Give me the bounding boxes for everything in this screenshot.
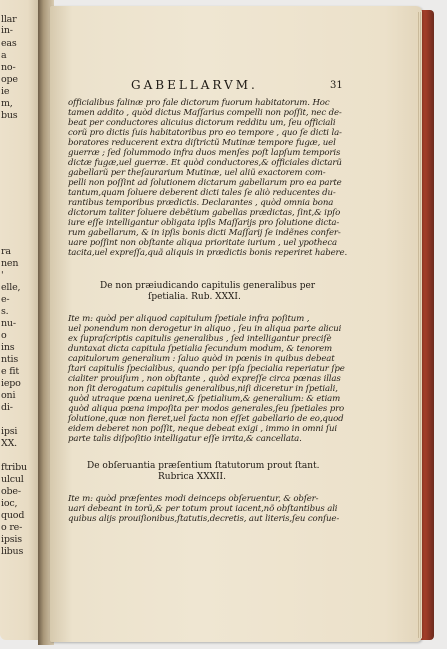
left-page-fragment: ipsis [1,534,22,545]
text-line: uari debeant in torũ,& per totum prout iacent,nõ obſtantibus ali [68,504,338,514]
running-head: GABELLARVM. [131,78,258,92]
text-line: parte talis diſpoſitio intelligatur eſſe irrita,& cancellata. [68,434,302,444]
left-page-fragment: o re- [1,522,23,533]
left-page-fragment: nen [1,258,19,269]
left-page-fragment: ioc, [1,498,18,509]
left-page-fragment: elle, [1,282,21,293]
left-page-fragment: iepo [1,378,21,389]
text-line: capitulorum generalium : ſaluo quòd in pœnis in quibus debeat [68,354,335,364]
page-edge-red [420,10,434,640]
rubric-heading: ſpetialia. Rub. XXXI. [148,292,241,302]
rubric-heading: De non præiudicando capitulis generalibus per [100,281,316,291]
left-page-fragment: no- [1,62,16,73]
folio-number: 31 [330,80,343,91]
left-page-fragment: di- [1,402,13,413]
text-line: uel ponendum non derogetur in aliquo , ſeu in aliqua parte alicui [68,324,342,334]
text-line: rantibus temporibus prædictis. Declarantes , quòd omnia bona [68,198,334,208]
left-page-fragment: oni [1,390,16,401]
text-line: cialiter prouiſum , non obſtante , quòd expreſſe circa pœnas illas [68,374,341,384]
text-line: rum gabellarum, & in ipſis bonis dicti Maſſarij ſe indẽnes confer- [68,228,341,238]
left-page-fragment: quod [1,510,25,521]
text-line: non ſit derogatum capitulis generalibus,niſi diceretur in ſpetiali, [68,384,338,394]
text-line: tantum,quam ſoluere deberent dicti tales ſe aliò reducentes du- [68,188,336,198]
text-line: Ite m: quòd per aliquod capitulum ſpetiale infra poſitum , [68,314,310,324]
left-page-fragment: e- [1,294,10,305]
text-line: officialibus falinæ pro fale dictorum fuorum habitatorum. Hoc [68,98,330,108]
text-line: eidem deberet non poſſit, neque debeat exigi , immo in omni ſui [68,424,337,434]
left-page-fragment: ope [1,74,18,85]
left-page-fragment: e fit [1,366,20,377]
left-page-fragment: ie [1,86,10,97]
left-page-fragment: nu- [1,318,16,329]
page-edge-paper [417,12,422,638]
text-line: dictæ fugæ,uel guerræ. Et quòd conductores,& officiales dictarũ [68,158,342,168]
text-line: duntaxat dicta capitula ſpetialia ſecundum modum, & tenorem [68,344,333,354]
text-line: corũ pro dictis ſuis habitatoribus pro eo tempore , quo ſe dicti la- [68,128,342,138]
left-page-fragment: ftribu [1,462,27,473]
text-line: quòd aliqua pœna impoſita per modos generales,ſeu ſpetiales pro [68,404,345,414]
left-page-fragment: ulcul [1,474,24,485]
text-line: pelli non poſſint ad ſolutionem dictarum gabellarum pro ea parte [68,178,342,188]
rubric-heading: De obſeruantia præſentium ſtatutorum prout ſtant. [87,461,320,471]
left-page-fragment: libus [1,546,24,557]
text-line: quibus alijs prouiſionibus,ſtatutis,decretis, aut literis,ſeu conſue- [68,514,340,524]
left-page-fragment: bus [1,110,18,121]
left-page-fragment: ipsi [1,426,18,437]
text-line: iure eſſe intelligantur obligata ipſis Maſſarijs pro ſolutione dicta- [68,218,340,228]
left-page-edge [0,0,40,640]
text-line: guerræ ; ſed ſolummodo infra duos menſes poſt lapſum temporis [68,148,341,158]
text-line: Ite m: quòd præſentes modi deinceps obſeruentur, & obſer- [68,494,319,504]
rubric-heading: Rubrica XXXII. [158,472,226,482]
text-line: dictorum taliter ſoluere debẽtium gabellas prædictas, ſint,& ipſo [68,208,341,218]
left-page-fragment: ins [1,342,15,353]
left-page-fragment: ' [1,270,4,281]
left-page-fragment: in- [1,25,13,36]
left-page-fragment: ra [1,246,11,257]
text-line: uare poſſint non obſtante aliqua prioritate iurium , uel ypotheca [68,238,337,248]
left-page-fragment: a [1,50,7,61]
left-page-fragment: obe- [1,486,21,497]
text-line: quòd utraque pœna ueniret,& ſpetialium,& generalium: & etiam [68,394,341,404]
left-page-fragment: o [1,330,7,341]
text-line: boratores reducerent extra diſtrictũ Mutinæ tempore fugæ, uel [68,138,336,148]
text-line: tamen addito , quòd dictus Maſſarius compelli non poſſit, nec de- [68,108,342,118]
left-page-fragment: m, [1,98,13,109]
left-page-fragment: XX. [1,438,17,449]
left-page-fragment: ntis [1,354,19,365]
text-line: tacita,uel expreſſa,quã aliquis in prædictis bonis reperiret habere. [68,248,348,258]
text-line: ſolutione,quæ non fieret,uel facta non eſſet gabellario de eo,quod [68,414,344,424]
text-line: ex ſupraſcriptis capitulis generalibus , ſed intelligantur preciſè [68,334,332,344]
text-line: beat per conductores alicuius dictorum redditu um, ſeu officiali [68,118,336,128]
left-page-fragment: s. [1,306,9,317]
text-line: gabellarũ per theſaurarium Mutinæ, uel aliũ exactorem com- [68,168,326,178]
left-page-fragment: llar [1,14,17,25]
text-line: ſtari capitulis ſpecialibus, quando per ipſa ſpecialia reperiatur ſpe [68,364,345,374]
left-page-fragment: eas [1,38,17,49]
